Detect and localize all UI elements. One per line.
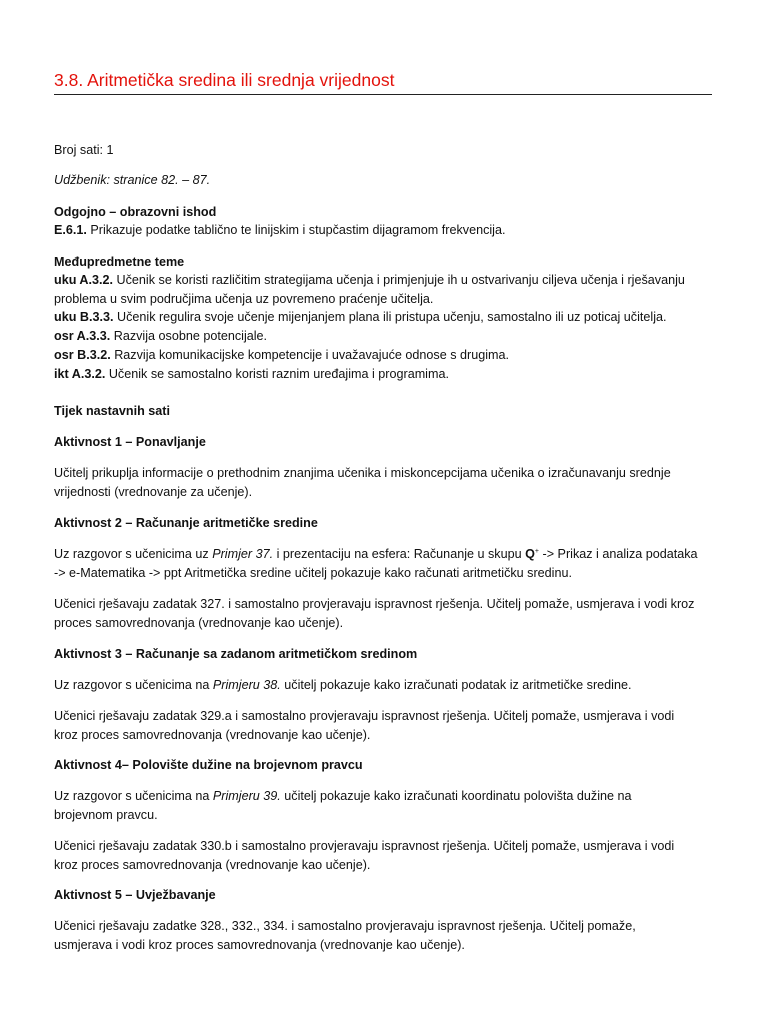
cross-code: ikt A.3.2. [54, 367, 106, 381]
activity-5-heading: Aktivnost 5 – Uvježbavanje [54, 888, 216, 902]
outcome-line [54, 221, 714, 240]
activity-2-text [54, 545, 714, 564]
text-run: Uz razgovor s učenicima uz [54, 547, 213, 561]
cross-code: osr B.3.2. [54, 348, 111, 362]
set-superscript: + [534, 547, 539, 555]
activity-4-text: Učenici rješavaju zadatak 330.b i samostalno provjeravaju ispravnost rješenja. Učitelj pomaže, usmjerava i vodi [54, 839, 675, 853]
activity-1-text: Učitelj prikuplja informacije o prethodnim znanjima učenika i miskoncepcijama učenika o izračunavanju srednje [54, 466, 671, 480]
activity-4-text: brojevnom pravcu. [54, 808, 158, 822]
set-symbol: Q [525, 547, 535, 561]
text-run: i prezentaciju na esfera: Računanje u skupu [273, 547, 526, 561]
cross-item [54, 271, 714, 290]
activity-2-text: Učenici rješavaju zadatak 327. i samostalno provjeravaju ispravnost rješenja. Učitelj pomaže, usmjerava i vodi kroz [54, 597, 695, 611]
activity-5-text: Učenici rješavaju zadatke 328., 332., 334. i samostalno provjeravaju ispravnost rješenja. Učitelj pomaže, [54, 919, 636, 933]
cross-item [54, 365, 714, 384]
text-run: učitelj pokazuje kako izračunati koordinatu polovišta dužine na [280, 789, 632, 803]
text-run: Uz razgovor s učenicima na [54, 678, 213, 692]
outcome-heading: Odgojno – obrazovni ishod [54, 205, 217, 219]
cross-text: Razvija osobne potencijale. [110, 329, 268, 343]
hours-text: Broj sati: 1 [54, 143, 114, 157]
activity-3-text: kroz proces samovrednovanja (vrednovanje kao učenje). [54, 728, 371, 742]
text-run: učitelj pokazuje kako izračunati podatak iz aritmetičke sredine. [280, 678, 632, 692]
activity-4-text: kroz proces samovrednovanja (vrednovanje kao učenje). [54, 858, 371, 872]
cross-text: Učenik se samostalno koristi raznim uređajima i programima. [105, 367, 449, 381]
text-run: -> Prikaz i analiza podataka [539, 547, 698, 561]
cross-text: Učenik se koristi različitim strategijama učenja i primjenjuje ih u ostvarivanju ciljeva učenja i rješavanju [113, 273, 685, 287]
activity-2-heading: Aktivnost 2 – Računanje aritmetičke sredine [54, 516, 318, 530]
outcome-code: E.6.1. [54, 223, 87, 237]
text-run: Uz razgovor s učenicima na [54, 789, 213, 803]
activity-3-text: Učenici rješavaju zadatak 329.a i samostalno provjeravaju ispravnost rješenja. Učitelj pomaže, usmjerava i vodi [54, 709, 675, 723]
activity-4-heading: Aktivnost 4– Polovište dužine na brojevnom pravcu [54, 758, 363, 772]
activity-4-text [54, 787, 714, 806]
activity-1-heading: Aktivnost 1 – Ponavljanje [54, 435, 206, 449]
cross-item [54, 346, 714, 365]
activity-2-text: -> e-Matematika -> ppt Aritmetička sredine učitelj pokazuje kako računati aritmetičku sredinu. [54, 566, 572, 580]
activity-5-text: usmjerava i vodi kroz proces samovrednovanja (vrednovanje kao učenje). [54, 938, 465, 952]
textbook-text: Udžbenik: stranice 82. – 87. [54, 173, 211, 187]
outcome-text: Prikazuje podatke tablično te linijskim i stupčastim dijagramom frekvencija. [86, 223, 506, 237]
activity-2-text: proces samovrednovanja (vrednovanje kao učenje). [54, 616, 344, 630]
cross-text: Razvija komunikacijske kompetencije i uvažavajuće odnose s drugima. [110, 348, 509, 362]
example-ref: Primjer 37. [212, 547, 274, 561]
example-ref: Primjeru 38. [212, 678, 281, 692]
activity-3-text [54, 676, 714, 695]
cross-item-continued: problema u svim područjima učenja uz povremeno praćenje učitelja. [54, 292, 434, 306]
activity-3-heading: Aktivnost 3 – Računanje sa zadanom aritmetičkom sredinom [54, 647, 418, 661]
cross-code: uku B.3.3. [54, 310, 114, 324]
example-ref: Primjeru 39. [212, 789, 281, 803]
flow-heading: Tijek nastavnih sati [54, 404, 170, 418]
cross-code: uku A.3.2. [54, 273, 114, 287]
cross-item [54, 327, 714, 346]
activity-1-text: vrijednosti (vrednovanje za učenje). [54, 485, 253, 499]
cross-code: osr A.3.3. [54, 329, 111, 343]
cross-text: Učenik regulira svoje učenje mijenjanjem plana ili pristupa učenju, samostalno ili uz poticaj učitelja. [113, 310, 667, 324]
page-title: 3.8. Aritmetička sredina ili srednja vrijednost [54, 70, 712, 95]
cross-heading: Međupredmetne teme [54, 255, 185, 269]
cross-item [54, 308, 714, 327]
